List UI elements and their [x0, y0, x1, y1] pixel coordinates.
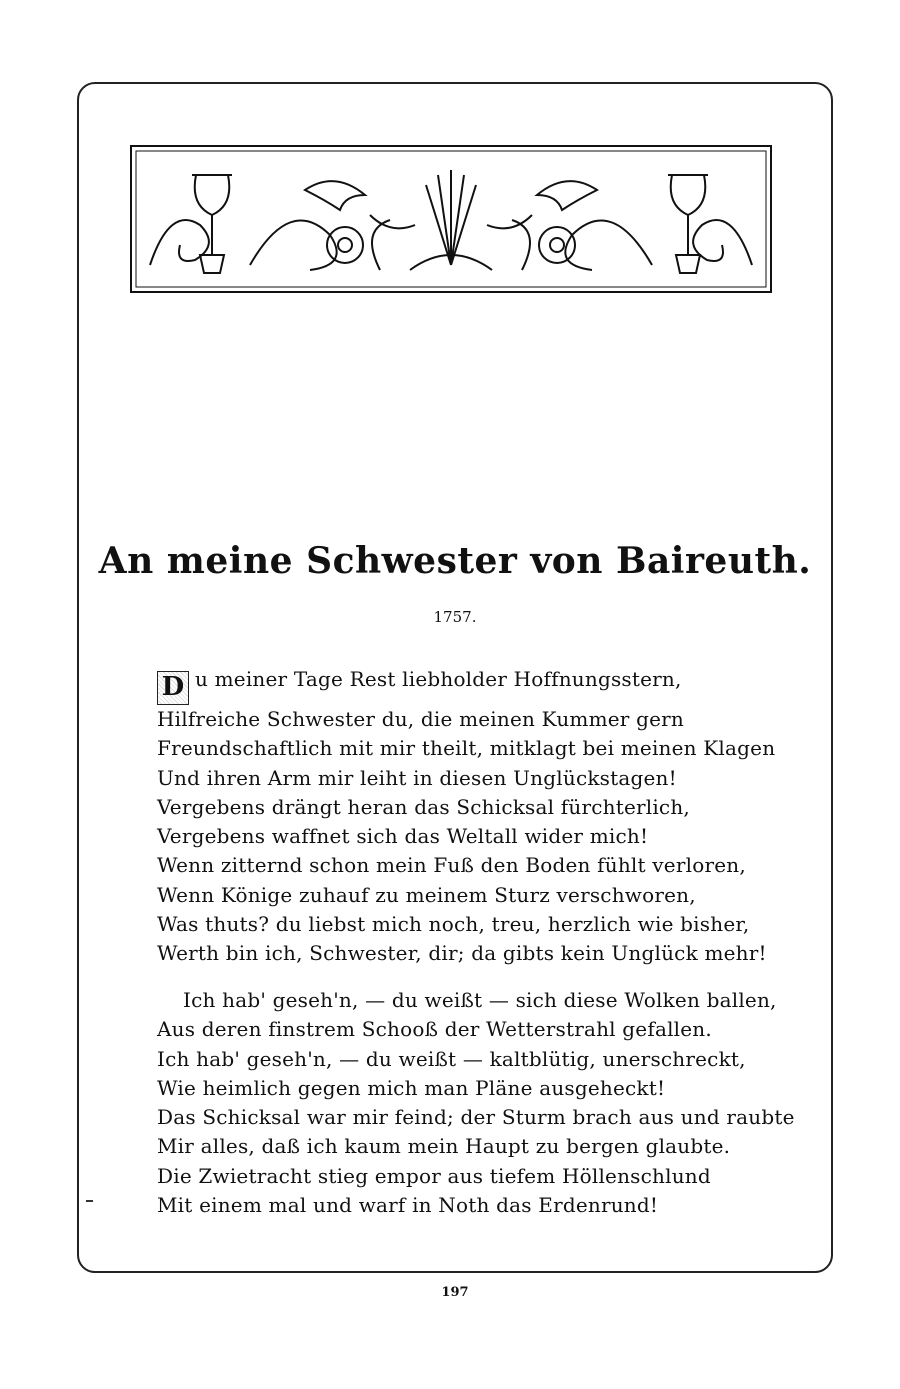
poem-line: Wenn zitternd schon mein Fuß den Boden fühlt verloren, [157, 853, 746, 878]
stanza-2 [157, 986, 797, 1220]
poem-line: Werth bin ich, Schwester, dir; da gibts kein Unglück mehr! [157, 941, 767, 966]
poem-title: An meine Schwester von Baireuth. [98, 540, 812, 582]
poem-line: Mir alles, daß ich kaum mein Haupt zu bergen glaubte. [157, 1134, 731, 1159]
margin-mark [86, 1200, 93, 1202]
page-number: 197 [441, 1285, 469, 1300]
poem-line: Vergebens waffnet sich das Weltall wider mich! [157, 824, 649, 849]
poem-year: 1757. [433, 608, 477, 626]
poem-line: Wie heimlich gegen mich man Pläne ausgeheckt! [157, 1075, 666, 1100]
poem-line: Und ihren Arm mir leiht in diesen Unglückstagen! [157, 765, 677, 790]
first-line-text: u meiner Tage Rest liebholder Hoffnungsstern, [195, 667, 682, 691]
poem-line: Ich hab' geseh'n, — du weißt — kaltblütig, unerschreckt, [157, 1046, 746, 1071]
poem-line: Die Zwietracht stieg empor aus tiefem Höllenschlund [157, 1163, 711, 1188]
poem-line: Was thuts? du liebst mich noch, treu, herzlich wie bisher, [157, 912, 750, 937]
poem-line: Freundschaftlich mit mir theilt, mitklagt bei meinen Klagen [157, 736, 776, 761]
poem-line: Vergebens drängt heran das Schicksal fürchterlich, [157, 794, 690, 819]
poem-line: Ich hab' geseh'n, — du weißt — sich diese Wolken ballen, [183, 988, 777, 1012]
ornamental-header-icon [130, 145, 772, 293]
poem-line: Hilfreiche Schwester du, die meinen Kummer gern [157, 707, 684, 731]
poem-line: Das Schicksal war mir feind; der Sturm brach aus und raubte [157, 1105, 795, 1130]
stanza-1 [157, 665, 797, 969]
poem-line: Aus deren finstrem Schooß der Wetterstrahl gefallen. [157, 1017, 712, 1042]
drop-cap: D [157, 671, 189, 705]
poem-line [157, 665, 797, 705]
poem-line: Wenn Könige zuhauf zu meinem Sturz verschworen, [157, 882, 696, 907]
poem-line: Mit einem mal und warf in Noth das Erdenrund! [157, 1193, 659, 1218]
